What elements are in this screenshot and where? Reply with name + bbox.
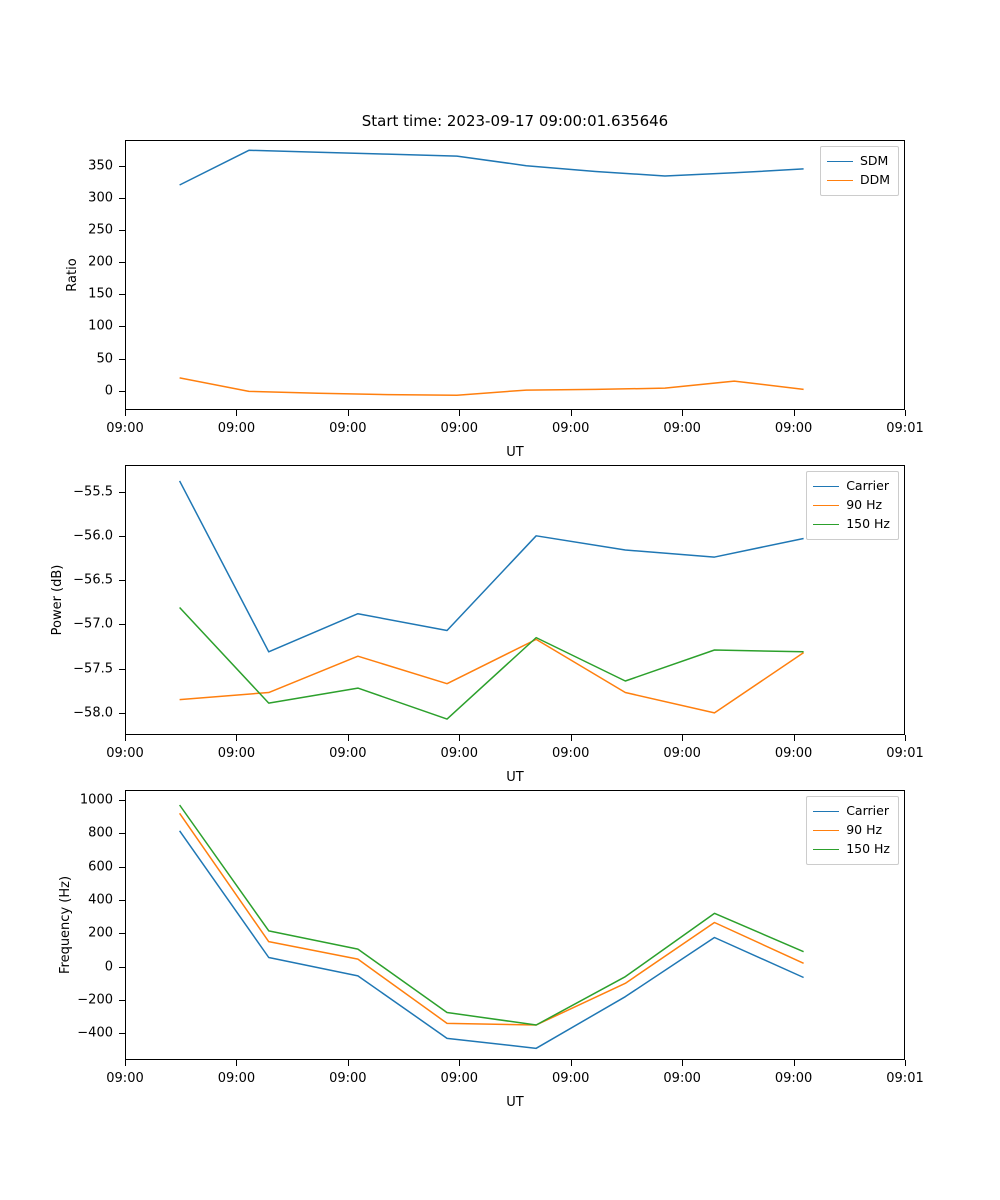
x-tick <box>236 735 237 741</box>
legend-row <box>813 477 890 496</box>
legend-row <box>813 821 890 840</box>
x-tick-label: 09:00 <box>217 421 256 436</box>
x-axis-label-2: UT <box>506 770 524 785</box>
x-axis-label-3: UT <box>506 1095 524 1110</box>
y-tick-label: 400 <box>88 892 113 908</box>
x-tick-label: 09:00 <box>774 1071 813 1086</box>
series-line <box>180 831 804 1048</box>
x-tick <box>682 735 683 741</box>
y-tick <box>119 326 125 327</box>
y-tick <box>119 1000 125 1001</box>
y-tick <box>119 262 125 263</box>
y-tick <box>119 359 125 360</box>
y-tick <box>119 166 125 167</box>
series-layer-2 <box>125 465 905 735</box>
y-tick-label: 100 <box>88 318 113 334</box>
series-line <box>180 813 804 1025</box>
y-tick-label: −56.5 <box>73 572 113 588</box>
x-tick-label: 09:00 <box>440 1071 479 1086</box>
x-tick <box>905 1060 906 1066</box>
legend-swatch <box>813 811 839 812</box>
x-axis-label-1: UT <box>506 445 524 460</box>
y-tick-label: −56.0 <box>73 528 113 544</box>
x-tick <box>794 735 795 741</box>
y-axis-label-2: Power (dB) <box>50 564 65 636</box>
x-tick <box>459 410 460 416</box>
legend-swatch <box>827 161 853 162</box>
x-tick <box>571 1060 572 1066</box>
x-tick <box>348 410 349 416</box>
x-tick-label: 09:00 <box>106 421 144 436</box>
legend-label: DDM <box>859 172 890 188</box>
y-tick <box>119 492 125 493</box>
chart-panel-frequency <box>57 790 924 1110</box>
legend-row <box>813 515 890 534</box>
x-tick <box>571 410 572 416</box>
x-tick <box>125 1060 126 1066</box>
legend-row <box>813 496 890 515</box>
x-tick <box>459 735 460 741</box>
x-tick <box>905 735 906 741</box>
legend-label: Carrier <box>846 478 889 494</box>
y-tick-label: −57.5 <box>73 661 113 677</box>
legend-swatch <box>813 524 839 525</box>
x-tick <box>348 735 349 741</box>
page-title: Start time: 2023-09-17 09:00:01.635646 <box>361 112 669 130</box>
y-tick <box>119 294 125 295</box>
legend-label: 150 Hz <box>846 841 890 857</box>
y-tick-label: −400 <box>77 1025 113 1041</box>
y-axis-label-3: Frequency (Hz) <box>57 875 73 975</box>
legend-1 <box>820 146 899 196</box>
y-tick <box>119 580 125 581</box>
x-tick-label: 09:00 <box>329 746 367 761</box>
series-line <box>180 805 804 1025</box>
series-line <box>180 378 804 395</box>
y-tick-label: 600 <box>88 859 113 875</box>
y-tick-label: 350 <box>88 158 113 174</box>
x-tick-label: 09:00 <box>329 1071 367 1086</box>
chart-panel-ratio <box>65 112 924 460</box>
x-tick-label: 09:00 <box>440 746 479 761</box>
y-tick-label: −58.0 <box>73 705 113 721</box>
series-layer-1 <box>125 140 905 410</box>
series-layer-3 <box>125 790 905 1060</box>
legend-2 <box>806 471 899 540</box>
y-tick <box>119 230 125 231</box>
x-tick-label: 09:00 <box>551 1071 590 1086</box>
x-tick <box>794 1060 795 1066</box>
series-line <box>180 481 804 652</box>
y-tick <box>119 833 125 834</box>
y-axis-label-1: Ratio <box>65 258 81 292</box>
legend-label: 90 Hz <box>846 497 883 513</box>
y-tick <box>119 669 125 670</box>
x-tick <box>905 410 906 416</box>
y-tick-label: 200 <box>88 254 113 270</box>
x-tick-label: 09:00 <box>217 1071 256 1086</box>
legend-row <box>827 152 890 171</box>
x-tick-label: 09:00 <box>774 746 813 761</box>
y-tick-label: 1000 <box>79 792 113 808</box>
x-tick <box>348 1060 349 1066</box>
x-tick <box>236 1060 237 1066</box>
legend-swatch <box>827 180 853 181</box>
y-tick-label: 250 <box>88 222 113 238</box>
x-tick <box>125 410 126 416</box>
legend-label: SDM <box>859 153 889 169</box>
y-tick-label: 300 <box>88 190 113 206</box>
x-tick-label: 09:00 <box>106 1071 144 1086</box>
y-tick-label: −57.0 <box>73 616 113 632</box>
legend-3 <box>806 796 899 865</box>
y-tick <box>119 198 125 199</box>
legend-label: 150 Hz <box>846 516 890 532</box>
x-tick-label: 09:00 <box>217 746 256 761</box>
legend-swatch <box>813 505 839 506</box>
x-tick <box>125 735 126 741</box>
series-line <box>180 608 804 720</box>
legend-swatch <box>813 849 839 850</box>
x-tick <box>794 410 795 416</box>
y-tick-label: 50 <box>96 351 113 367</box>
y-tick <box>119 624 125 625</box>
y-tick <box>119 800 125 801</box>
x-tick-label: 09:00 <box>663 746 701 761</box>
legend-label: Carrier <box>846 803 889 819</box>
x-tick <box>682 410 683 416</box>
y-tick <box>119 933 125 934</box>
x-tick <box>571 735 572 741</box>
legend-row <box>813 802 890 821</box>
series-line <box>180 150 804 185</box>
legend-label: 90 Hz <box>846 822 883 838</box>
y-tick <box>119 967 125 968</box>
y-tick-label: −200 <box>77 992 113 1008</box>
y-tick <box>119 391 125 392</box>
x-tick-label: 09:01 <box>886 746 924 761</box>
x-tick <box>459 1060 460 1066</box>
x-tick-label: 09:00 <box>663 421 701 436</box>
x-tick-label: 09:00 <box>329 421 367 436</box>
x-tick-label: 09:00 <box>551 421 590 436</box>
y-tick-label: −55.5 <box>73 484 113 500</box>
legend-swatch <box>813 830 839 831</box>
x-tick-label: 09:01 <box>886 421 924 436</box>
y-tick <box>119 536 125 537</box>
y-tick-label: 0 <box>104 383 113 399</box>
legend-row <box>813 840 890 859</box>
x-tick-label: 09:00 <box>774 421 813 436</box>
x-tick-label: 09:00 <box>106 746 144 761</box>
y-tick <box>119 1033 125 1034</box>
x-tick-label: 09:00 <box>440 421 479 436</box>
x-tick <box>236 410 237 416</box>
chart-panel-power <box>50 465 924 785</box>
y-tick <box>119 900 125 901</box>
x-tick-label: 09:00 <box>663 1071 701 1086</box>
y-tick-label: 800 <box>88 825 113 841</box>
y-tick-label: 0 <box>104 959 113 975</box>
x-tick-label: 09:00 <box>551 746 590 761</box>
y-tick-label: 150 <box>88 286 113 302</box>
legend-row <box>827 171 890 190</box>
y-tick-label: 200 <box>88 925 113 941</box>
x-tick <box>682 1060 683 1066</box>
y-tick <box>119 867 125 868</box>
x-tick-label: 09:01 <box>886 1071 924 1086</box>
y-tick <box>119 713 125 714</box>
legend-swatch <box>813 486 839 487</box>
